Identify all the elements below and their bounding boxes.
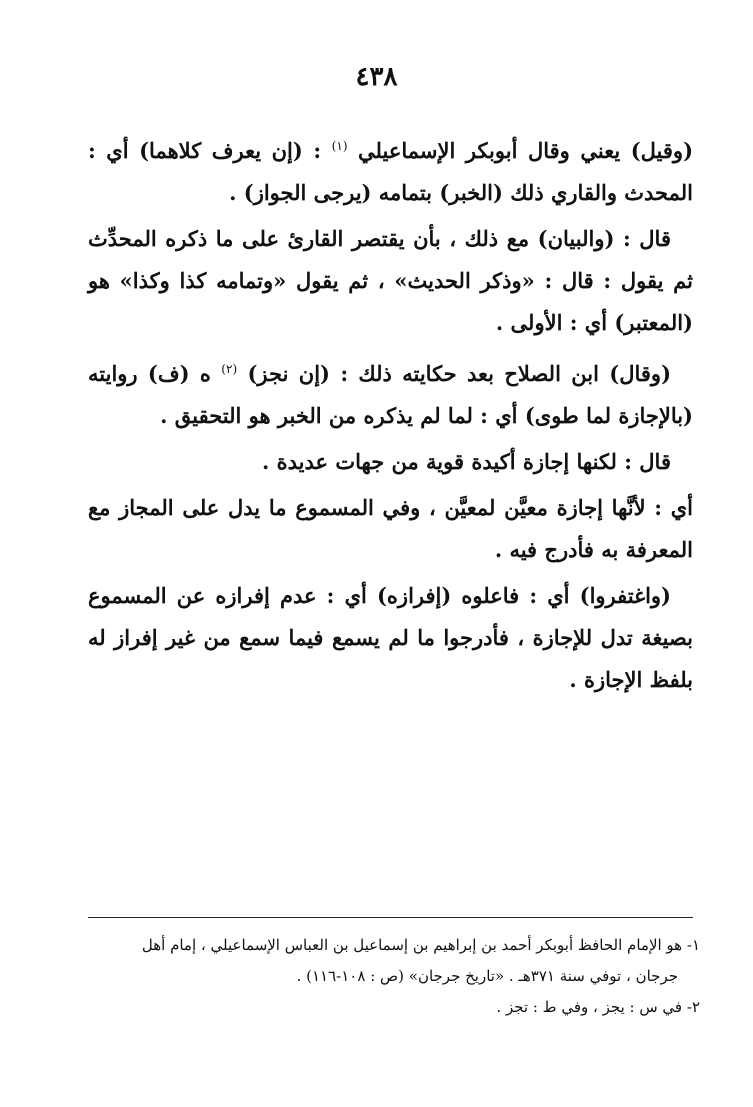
footnote-1-line-2: جرجان ، توفي سنة ٣٧١هـ . «تاريخ جرجان» (ص : ١٠٨-١١٦) .	[296, 967, 678, 985]
paragraph-2: قال : (والبيان) مع ذلك ، بأن يقتصر القارئ على ما ذكره المحدِّث ثم يقول : قال : «وذكر الحديث» ، ثم يقول «وتمامه كذا وكذا» هو (المعتبر) أي : الأولى .	[88, 226, 693, 335]
paragraph-3	[88, 348, 693, 437]
footnotes	[88, 930, 700, 1023]
paragraph-3-start: (وقال) ابن الصلاح بعد حكايته ذلك : (إن نجز)	[237, 361, 672, 386]
paragraph-1-end: : (إن يعرف كلاهما) أي : المحدث والقاري ذلك (الخبر) بتمامه (يرجى الجواز) .	[88, 138, 693, 205]
footnote-ref-1: (١)	[331, 139, 348, 153]
paragraph-6: (واغتفروا) أي : فاعلوه (إفرازه) أي : عدم إفرازه عن المسموع بصيغة تدل للإجازة ، فأدرجوا ما لم يسمع فيما سمع من غير إفراز له بلفظ الإجازة .	[88, 583, 693, 692]
paragraph-1-start: (وقيل) يعني وقال أبوبكر الإسماعيلي	[347, 138, 694, 163]
paragraph-3-end: ه (ف) روايته (بالإجازة لما طوى) أي : لما لم يذكره من الخبر هو التحقيق .	[88, 361, 693, 428]
footnote-2: ٢- في س : يجز ، وفي ط : تجز .	[496, 998, 700, 1016]
paragraph-1	[88, 125, 693, 214]
paragraph-5: أي : لأنَّها إجازة معيَّن لمعيَّن ، وفي المسموع ما يدل على المجاز مع المعرفة به فأدرج فيه .	[88, 495, 693, 562]
footnote-1-line-1: ١- هو الإمام الحافظ أبوبكر أحمد بن إبراهيم بن إسماعيل بن العباس الإسماعيلي ، إمام أهل	[141, 936, 700, 954]
footnote-divider	[88, 917, 693, 918]
paragraph-4: قال : لكنها إجازة أكيدة قوية من جهات عديدة .	[262, 449, 671, 474]
main-text	[88, 125, 693, 705]
page-number: ٤٣٨	[355, 62, 398, 92]
footnote-ref-2: (٢)	[221, 362, 238, 376]
